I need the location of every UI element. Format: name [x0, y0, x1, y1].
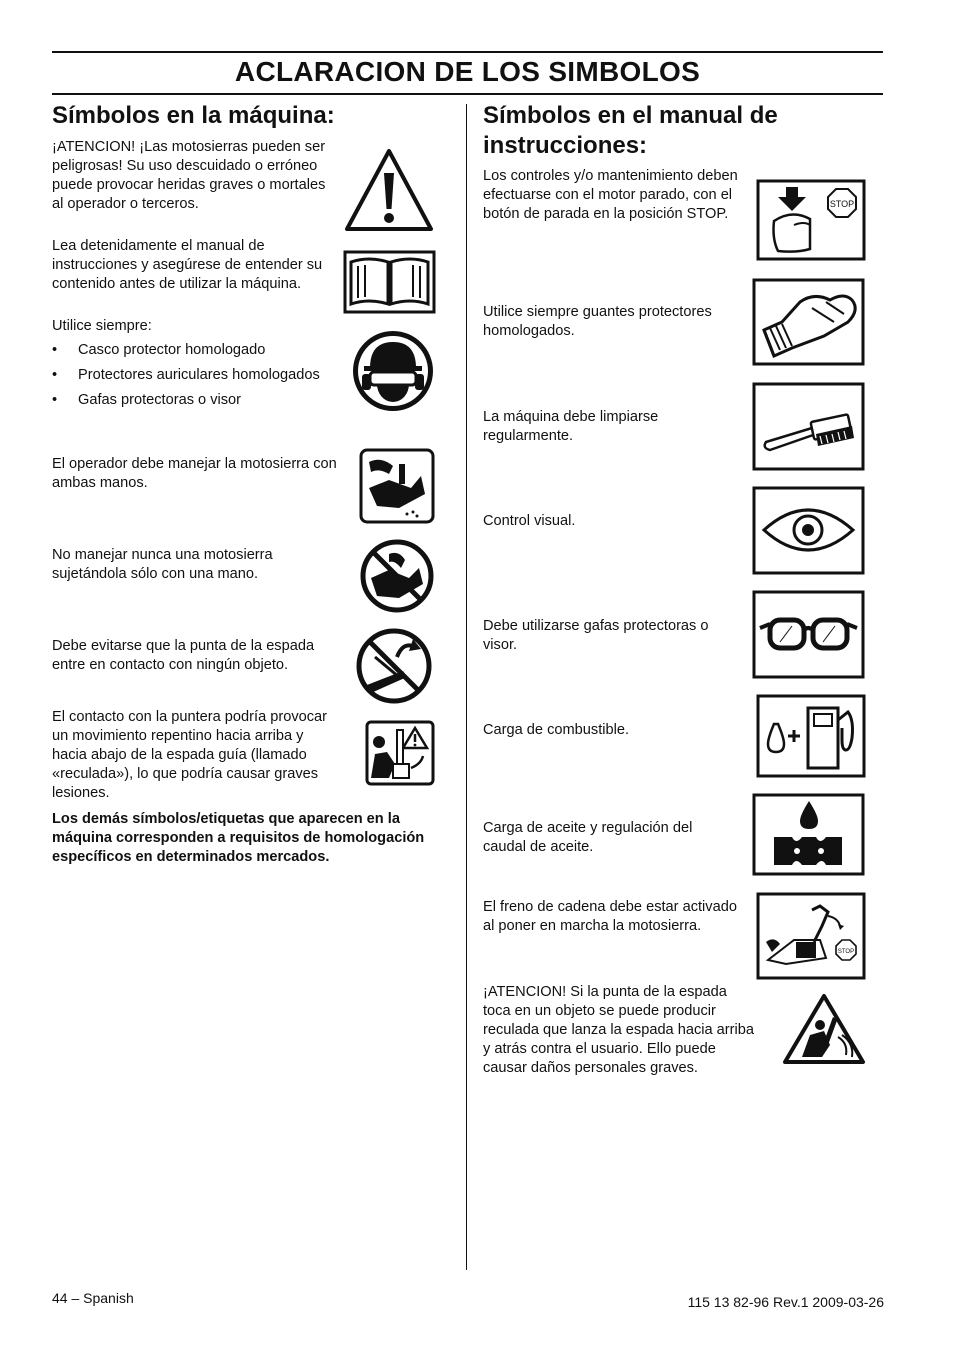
- read-manual-text: Lea detenidamente el manual de instrucciones y asegúrese de entender su contenido antes de utilizar la máquina.: [52, 238, 323, 292]
- right-heading-line2: instrucciones:: [483, 132, 648, 159]
- eye-icon: [752, 486, 865, 575]
- clean-text: La máquina debe limpiarse regularmente.: [483, 409, 659, 444]
- top-rule: [52, 51, 883, 53]
- other-symbols-text: Los demás símbolos/etiquetas que aparecen en la máquina corresponden a requisitos de homologación específicos en determinados mercados.: [52, 811, 425, 865]
- no-one-hand-icon: [359, 538, 435, 614]
- warning-text: ¡ATENCION! ¡Las motosierras pueden ser peligrosas! Su uso descuidado o erróneo puede provocar heridas graves o mortales al operador o terceros.: [52, 139, 326, 212]
- maintenance-stop-icon: [756, 179, 866, 261]
- page-title: ACLARACION DE LOS SIMBOLOS: [234, 56, 701, 87]
- right-heading: [483, 101, 883, 161]
- brake-stop-label: STOP: [837, 949, 855, 955]
- always-use-text: Utilice siempre:: [52, 318, 152, 334]
- read-manual-icon: [343, 250, 436, 314]
- title-underline: [52, 93, 883, 95]
- tip-contact-text: Debe evitarse que la punta de la espada entre en contacto con ningún objeto.: [52, 638, 315, 673]
- oil-text: Carga de aceite y regulación del caudal de aceite.: [483, 820, 693, 855]
- kickback-warning-icon: [782, 993, 866, 1065]
- kickback-text: El contacto con la puntera podría provocar un movimiento repentino hacia arriba y hacia abajo de la espada guía (llamado «reculada»), lo que podría causar graves lesiones.: [52, 709, 328, 801]
- left-heading: Símbolos en la máquina:: [52, 102, 335, 129]
- right-heading-line1: Símbolos en el manual de: [483, 102, 778, 129]
- one-hand-text: No manejar nunca una motosierra sujetándola sólo con una mano.: [52, 547, 273, 582]
- page-number: 44 – Spanish: [52, 1290, 134, 1306]
- cleaning-brush-icon: [752, 382, 865, 471]
- list-item: • Gafas protectoras o visor: [52, 392, 242, 408]
- chain-brake-text: El freno de cadena debe estar activado al poner en marcha la motosierra.: [483, 899, 737, 934]
- fuel-pump-icon: [756, 694, 866, 778]
- chain-brake-icon: [756, 892, 866, 980]
- gloves-text: Utilice siempre guantes protectores homologados.: [483, 304, 712, 339]
- kickback-warning-text: ¡ATENCION! Si la punta de la espada toca en un objeto se puede producir reculada que lanza la espada hacia arriba y atrás contra el usuario. Ello puede causar daños personales graves.: [483, 984, 754, 1076]
- goggles-icon: [752, 590, 865, 679]
- helmet-protection-icon: [350, 328, 436, 414]
- two-hands-text: El operador debe manejar la motosierra con ambas manos.: [52, 456, 337, 491]
- chain-oil-icon: [752, 793, 865, 876]
- document-number: 115 13 82-96 Rev.1 2009-03-26: [687, 1294, 884, 1310]
- goggles-text: Debe utilizarse gafas protectoras o visor.: [483, 618, 709, 653]
- visual-text: Control visual.: [483, 513, 576, 529]
- no-tip-contact-icon: [353, 627, 435, 705]
- gloves-icon: [752, 278, 865, 366]
- warning-triangle-icon: [343, 147, 435, 233]
- two-hands-icon: [359, 448, 435, 524]
- stop-label: STOP: [829, 199, 855, 209]
- column-divider: [466, 104, 467, 1270]
- maintenance-text: Los controles y/o mantenimiento deben efectuarse con el motor parado, con el botón de parada en la posición STOP.: [483, 168, 738, 222]
- kickback-icon: [365, 720, 435, 786]
- fuel-text: Carga de combustible.: [483, 722, 630, 738]
- list-item: • Protectores auriculares homologados: [52, 367, 320, 383]
- list-item: • Casco protector homologado: [52, 342, 266, 358]
- ppe-list: [52, 341, 332, 416]
